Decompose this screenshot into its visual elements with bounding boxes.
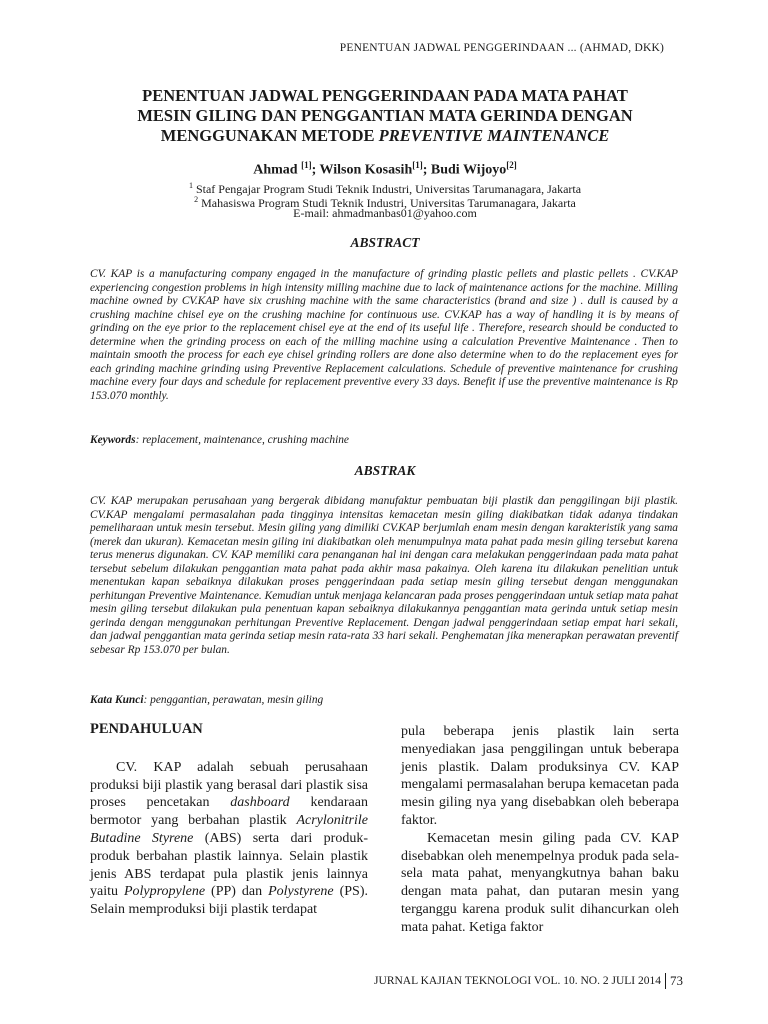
author-email: E-mail: ahmadmanbas01@yahoo.com — [293, 206, 477, 220]
title-line-3-italic: PREVENTIVE MAINTENANCE — [378, 126, 610, 145]
page-footer — [374, 973, 683, 989]
intro-text-d: (PP) dan — [205, 884, 269, 900]
author-3-sup: [2] — [506, 160, 517, 170]
abstract-heading: ABSTRACT — [350, 235, 420, 250]
intro-text-b: kendaraan bermotor yang berbahan plastik — [90, 795, 368, 829]
author-1-sup: [1] — [301, 160, 312, 170]
section-heading-pendahuluan: PENDAHULUAN — [90, 721, 203, 737]
left-column — [90, 721, 368, 919]
kata-kunci-label: Kata Kunci — [90, 694, 144, 706]
right-paragraph-2: Kemacetan mesin giling pada CV. KAP disebabkan oleh menempelnya produk pada sela-sela mata pahat, menyangkutnya bahan baku dengan mata pahat, dan putaran mesin yang terganggu karena produk sulit dihancurkan oleh mata pahat. Ketiga faktor — [401, 830, 679, 935]
author-3: ; Budi Wijoyo — [422, 162, 507, 178]
affiliation-2-text: Mahasiswa Program Studi Teknik Industri, Universitas Tarumanagara, Jakarta — [198, 196, 576, 210]
author-2-sup: [1] — [412, 160, 423, 170]
author-1: Ahmad — [253, 162, 302, 178]
kata-kunci-value: : penggantian, perawatan, mesin giling — [143, 694, 324, 706]
right-paragraph-1: pula beberapa jenis plastik lain serta menyediakan jasa penggilingan untuk beberapa jenis plastik. Dalam produksinya CV. KAP mengalami permasalahan berupa kemacetan pada mesin giling nya yang disebabkan oleh beberapa faktor. — [401, 724, 679, 828]
intro-text-e: (PS). Selain memproduksi biji plastik terdapat — [90, 884, 368, 918]
title-line-2: MESIN GILING DAN PENGGANTIAN MATA GERINDA DENGAN — [137, 106, 633, 125]
title-line-1: PENENTUAN JADWAL PENGGERINDAAN PADA MATA PAHAT — [142, 86, 628, 105]
affiliation-1-num: 1 — [188, 181, 193, 190]
keywords-value: : replacement, maintenance, crushing machine — [135, 434, 349, 446]
author-2: ; Wilson Kosasih — [311, 162, 413, 178]
running-head: PENENTUAN JADWAL PENGGERINDAAN ... (AHMAD, DKK) — [339, 42, 664, 54]
keywords-label: Keywords — [90, 434, 136, 446]
abstract-keywords — [90, 434, 678, 446]
intro-italic-abs: Acrylonitrile Butadine Styrene — [90, 813, 368, 846]
affiliation-2-num: 2 — [194, 195, 199, 204]
title-line-3-normal: MENGGUNAKAN METODE — [160, 126, 379, 145]
journal-name: JURNAL KAJIAN TEKNOLOGI VOL. 10. NO. 2 JULI 2014 — [374, 975, 661, 987]
intro-italic-dashboard: dashboard — [230, 795, 290, 811]
intro-paragraph-1 — [90, 759, 368, 919]
affiliation-1-text: Staf Pengajar Program Studi Teknik Industri, Universitas Tarumanagara, Jakarta — [192, 182, 582, 196]
intro-italic-ps: Polystyrene — [268, 884, 334, 900]
intro-text-c: (ABS) serta dari produk-produk berbahan plastik lainnya. Selain plastik jenis ABS terdapat pula plastik jenis lainnya yaitu — [90, 830, 368, 900]
abstrak-keywords — [90, 694, 678, 706]
intro-italic-pp: Polypropylene — [123, 884, 206, 900]
abstrak-body: CV. KAP merupakan perusahaan yang bergerak dibidang manufaktur pembuatan biji plastik dan penggilingan biji plastik. CV.KAP mengalami permasalahan pada tingginya intensitas kemacetan mesin giling diakibatkan tidak adanya tindakan pemeliharaan untuk mesin tersebut. Mesin giling yang dimiliki CV.KAP berjumlah enam mesin dengan karakteristik yang sama (merek dan ukuran). Kemacetan mesin giling ini diakibatkan oleh menumpulnya mata pahat pada mesin giling tersebut karena terus menerus digunakan. CV. KAP memiliki cara penanganan hal ini dengan cara melakukan penggerindaan pada mata pahat tersebut sebelum dilakukan penggantian mata pahat pada akhir masa pakainya. Oleh karena itu dilakukan penelitian untuk menentukan kapan sebaiknya dilakukan proses penggerindaan pada setiap mesin giling tersebut dengan menggunakan perhitungan Preventive Maintenance. Kemudian untuk menjaga kelancaran pada proses penggerindaan untuk setiap mata pahat mesin giling tersebut dilakukan pula penentuan kapan sebaiknya dilakukannya penggantian mata gerinda untuk setiap mesin gerinda dengan menggunakan perhitungan Preventive Replacement. Dengan jadwal penggerindaan setiap empat hari sekali, dan jadwal penggantian mata gerinda setiap mesin rata-rata 33 hari sekali. Penghematan jika menerapkan perawatan preventif sebesar Rp 153.070 per bulan. — [90, 495, 678, 656]
abstrak-heading: ABSTRAK — [354, 463, 416, 478]
author-list — [90, 160, 680, 179]
paper-title — [90, 86, 680, 146]
right-column — [401, 723, 679, 937]
intro-text-a: CV. KAP adalah sebuah perusahaan produksi biji plastik yang berasal dari plastik sisa proses pencetakan — [90, 759, 368, 811]
title-line-3 — [90, 126, 680, 146]
page-number: 73 — [665, 973, 683, 989]
abstract-body: CV. KAP is a manufacturing company engaged in the manufacture of grinding plastic pellets and plastic pellets . CV.KAP experiencing congestion problems in high intensity milling machine due to lack of maintenance actions for the machine. Milling machine owned by CV.KAP have six crushing machine with the same characteristics (brand and size ) . dull is caused by a crushing machine chisel eye on the crushing machine for continuous use. CV.KAP has a way of handling it is by means of grinding on the eye prior to the replacement chisel eye at the end of its useful life . Therefore, research should be conducted to determine when the grinding process on each of the milling machine using a calculation Preventive Maintenance . Then to maintain smooth the process for each eye chisel grinding rollers are done also determine when to do the replacement eyes for each grinding machine grinding using Preventive Replacement calculations. Schedule of preventive maintenance for crushing machine every four days and schedule for replacement preventive every 33 days. Benefit if use the preventive maintenance is Rp 153.070 monthly. — [90, 268, 678, 402]
